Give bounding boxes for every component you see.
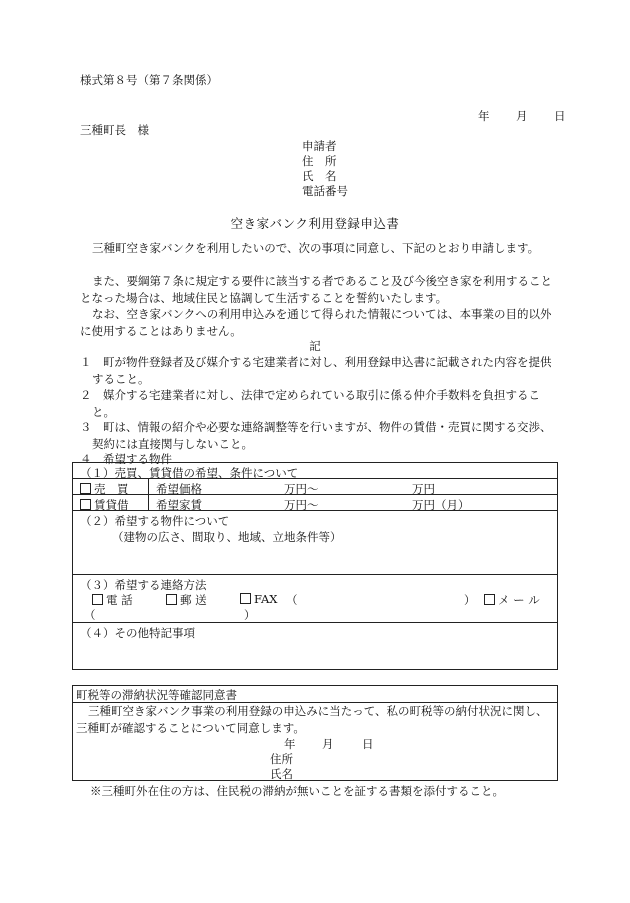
email-paren-open: （ (84, 608, 96, 622)
applicant-name-label: 氏 名 (302, 169, 337, 183)
consent-month: 月 (322, 737, 334, 751)
fax-paren-close: ） (464, 593, 476, 607)
contact-mail-post-option[interactable] (166, 592, 207, 608)
checkbox-sale-box[interactable] (80, 483, 91, 494)
contact-fax-label: FAX (254, 592, 278, 606)
intro-paragraph-2: また、要綱第７条に規定する要件に該当する者であること及び今後空き家を利用することとなった場合は、地域住民と協調して生活することを誓約いたします。 (80, 274, 552, 305)
desired-price-to-unit: 万円 (412, 482, 435, 496)
contact-phone-option[interactable] (92, 592, 133, 608)
page-title: 空き家バンク利用登録申込書 (230, 216, 400, 231)
contact-fax-option[interactable] (240, 592, 277, 606)
section2-note: （建物の広さ、間取り、地域、立地条件等） (112, 530, 342, 544)
checkbox-rent-label: 賃貸借 (94, 498, 129, 512)
desired-price-from-unit: 万円～ (284, 482, 319, 496)
date-day: 日 (554, 109, 566, 123)
footnote: ※三種町外在住の方は、住民税の滞納が無いことを証する書類を添付すること。 (90, 784, 504, 798)
contact-phone-checkbox[interactable] (92, 594, 103, 605)
contact-post-label: 郵 送 (180, 593, 207, 607)
contact-email-label: メ ー ル (498, 593, 540, 607)
contact-email-checkbox[interactable] (484, 594, 495, 605)
consent-name-label: 氏名 (270, 767, 293, 781)
consent-header: 町税等の滞納状況等確認同意書 (76, 688, 237, 702)
contact-email-option[interactable] (484, 592, 540, 608)
checkbox-rent-box[interactable] (80, 499, 91, 510)
desired-rent-from-unit: 万円～ (284, 498, 319, 512)
intro-paragraph-3: なお、空き家バンクへの利用申込みを通じて得られた情報については、本事業の目的以外に使用することはありません。 (80, 307, 552, 338)
section1-heading: （１）売買、賃貸借の希望、条件について (80, 466, 299, 480)
consent-address-label: 住所 (270, 752, 293, 766)
contact-phone-label: 電 話 (106, 593, 133, 607)
date-month: 月 (516, 109, 528, 123)
consent-day: 日 (362, 737, 374, 751)
checkbox-sale-label: 売 買 (94, 482, 129, 496)
item-2: ２ 媒介する宅建業者に対し、法律で定められている取引に係る仲介手数料を負担すること。 (80, 388, 540, 419)
fax-paren-open: （ (286, 593, 298, 607)
intro-paragraph-1: 三種町空き家バンクを利用したいので、次の事項に同意し、下記のとおり申請します。 (92, 241, 540, 255)
contact-fax-checkbox[interactable] (240, 593, 251, 604)
addressee: 三種町長 様 (80, 123, 149, 137)
item-4: ４ 希望する物件 (80, 452, 172, 466)
desired-price-label: 希望価格 (156, 482, 202, 496)
item-3: ３ 町は、情報の紹介や必要な連絡調整等を行いますが、物件の賃借・売買に関する交渉、契約には直接関与しないこと。 (80, 420, 552, 451)
date-year: 年 (478, 109, 490, 123)
ki-heading: 記 (309, 339, 321, 353)
consent-body: 三種町空き家バンク事業の利用登録の申込みに当たって、私の町税等の納付状況に関し、三種町が確認することについて同意します。 (76, 704, 548, 735)
form-number: 様式第８号（第７条関係） (80, 73, 218, 87)
contact-post-checkbox[interactable] (166, 594, 177, 605)
desired-rent-to-unit: 万円（月） (412, 498, 470, 512)
email-paren-close: ） (244, 608, 256, 622)
applicant-label: 申請者 (302, 139, 337, 153)
desired-rent-label: 希望家賃 (156, 498, 202, 512)
item-1: １ 町が物件登録者及び媒介する宅建業者に対し、利用登録申込書に記載された内容を提供すること。 (80, 355, 552, 386)
section2-heading: （２）希望する物件について (80, 514, 230, 528)
consent-year: 年 (284, 737, 296, 751)
section4-heading: （４）その他特記事項 (80, 626, 195, 640)
section3-heading: （３）希望する連絡方法 (80, 578, 207, 592)
applicant-phone-label: 電話番号 (302, 184, 348, 198)
applicant-address-label: 住 所 (302, 154, 337, 168)
